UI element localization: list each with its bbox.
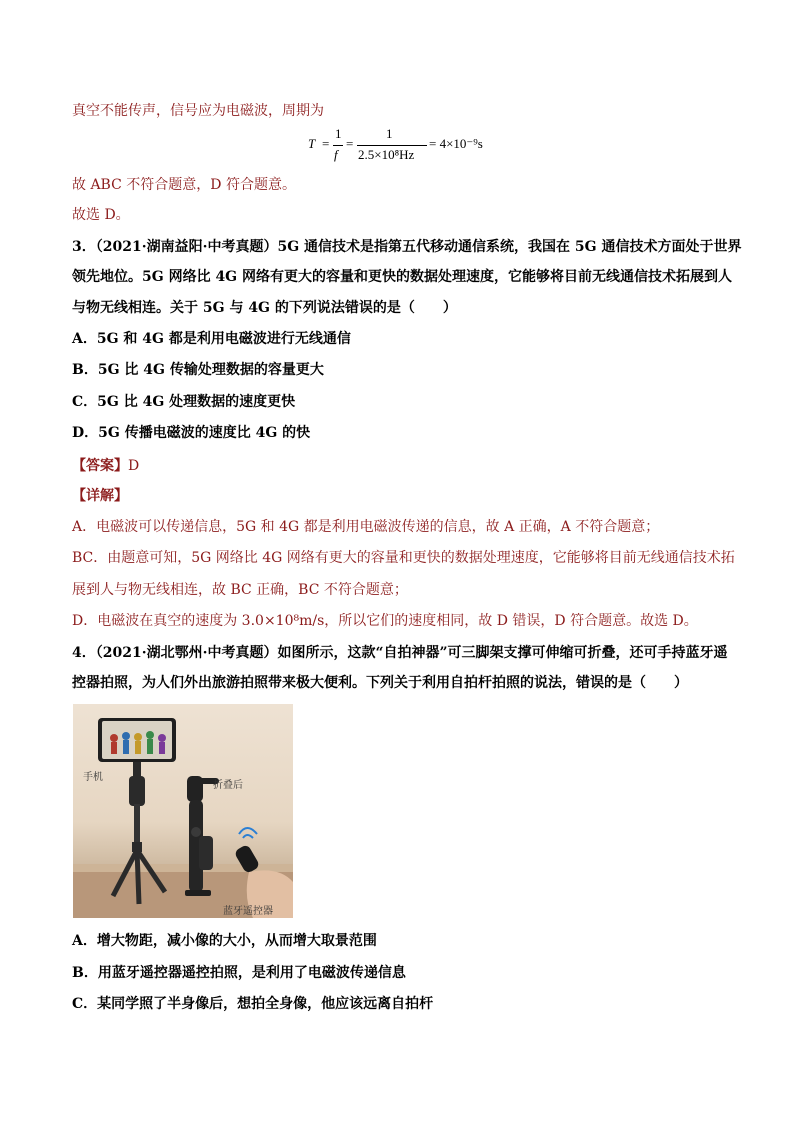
formula-fraction-bar-1 (333, 145, 343, 146)
formula-num2: 1 (386, 126, 393, 141)
question-3-option-a: A．5G 和 4G 都是利用电磁波进行无线通信 (72, 331, 351, 347)
selfie-stick-photo (73, 704, 293, 918)
answer-line (72, 456, 139, 476)
detail-line-d: D．电磁波在真空的速度为 3.0×10⁸m/s，所以它们的速度相同，故 D 错误，D 符合题意。故选 D。 (72, 613, 698, 629)
formula-T: T (308, 136, 316, 151)
question-4-option-c: C．某同学照了半身像后，想拍全身像，他应该远离自拍杆 (72, 996, 434, 1012)
detail-label: 【详解】 (72, 488, 128, 504)
text-line-vacuum: 真空不能传声，信号应为电磁波，周期为 (72, 103, 324, 119)
question-4-stem-line-1: 4．（2021·湖北鄂州·中考真题）如图所示，这款“自拍神器”可三脚架支撑可伸缩可折叠，还可手持蓝牙遥 (72, 645, 728, 661)
photo-label-remote: 蓝牙遥控器 (223, 906, 273, 917)
text-line-choice: 故选 D。 (72, 207, 130, 223)
question-4-option-a: A．增大物距，减小像的大小，从而增大取景范围 (72, 933, 377, 949)
formula-num1: 1 (335, 126, 342, 141)
formula-eq1: = (322, 136, 330, 151)
question-4-option-b: B．用蓝牙遥控器遥控拍照，是利用了电磁波传递信息 (72, 965, 406, 981)
formula-den2: 2.5×10⁸Hz (358, 147, 415, 162)
question-4-stem-line-2: 控器拍照，为人们外出旅游拍照带来极大便利。下列关于利用自拍杆拍照的说法，错误的是（ ） (72, 675, 688, 691)
question-3-stem-line-2: 领先地位。5G 网络比 4G 网络有更大的容量和更快的数据处理速度，它能够将目前无线通信技术拓展到人 (72, 269, 733, 285)
answer-label: 【答案】 (72, 458, 128, 474)
photo-label-phone: 手机 (83, 772, 103, 783)
question-3-stem-line-1: 3．（2021·湖南益阳·中考真题）5G 通信技术是指第五代移动通信系统，我国在 5G 通信技术方面处于世界 (72, 239, 742, 255)
question-3-option-b: B．5G 比 4G 传输处理数据的容量更大 (72, 362, 324, 378)
question-3-option-d: D．5G 传播电磁波的速度比 4G 的快 (72, 425, 311, 441)
formula-den1: f (334, 147, 338, 162)
formula-result: = 4×10⁻⁹s (429, 136, 483, 151)
formula-eq2: = (346, 136, 354, 151)
detail-line-bc-2: 展到人与物无线相连，故 BC 正确，BC 不符合题意； (72, 582, 408, 598)
formula-fraction-bar-2 (357, 145, 427, 146)
question-3-stem-line-3: 与物无线相连。关于 5G 与 4G 的下列说法错误的是（ ） (72, 300, 457, 316)
selfie-stick-illustration (73, 704, 293, 918)
detail-line-a: A．电磁波可以传递信息，5G 和 4G 都是利用电磁波传递的信息，故 A 正确，A 不符合题意； (72, 519, 660, 535)
detail-line-bc-1: BC．由题意可知，5G 网络比 4G 网络有更大的容量和更快的数据处理速度，它能够将目前无线通信技术拓 (72, 550, 735, 566)
answer-value: D (128, 458, 140, 474)
question-3-option-c: C．5G 比 4G 处理数据的速度更快 (72, 394, 296, 410)
photo-label-folded: 折叠后 (213, 780, 243, 791)
text-line-conclusion: 故 ABC 不符合题意，D 符合题意。 (72, 177, 296, 193)
